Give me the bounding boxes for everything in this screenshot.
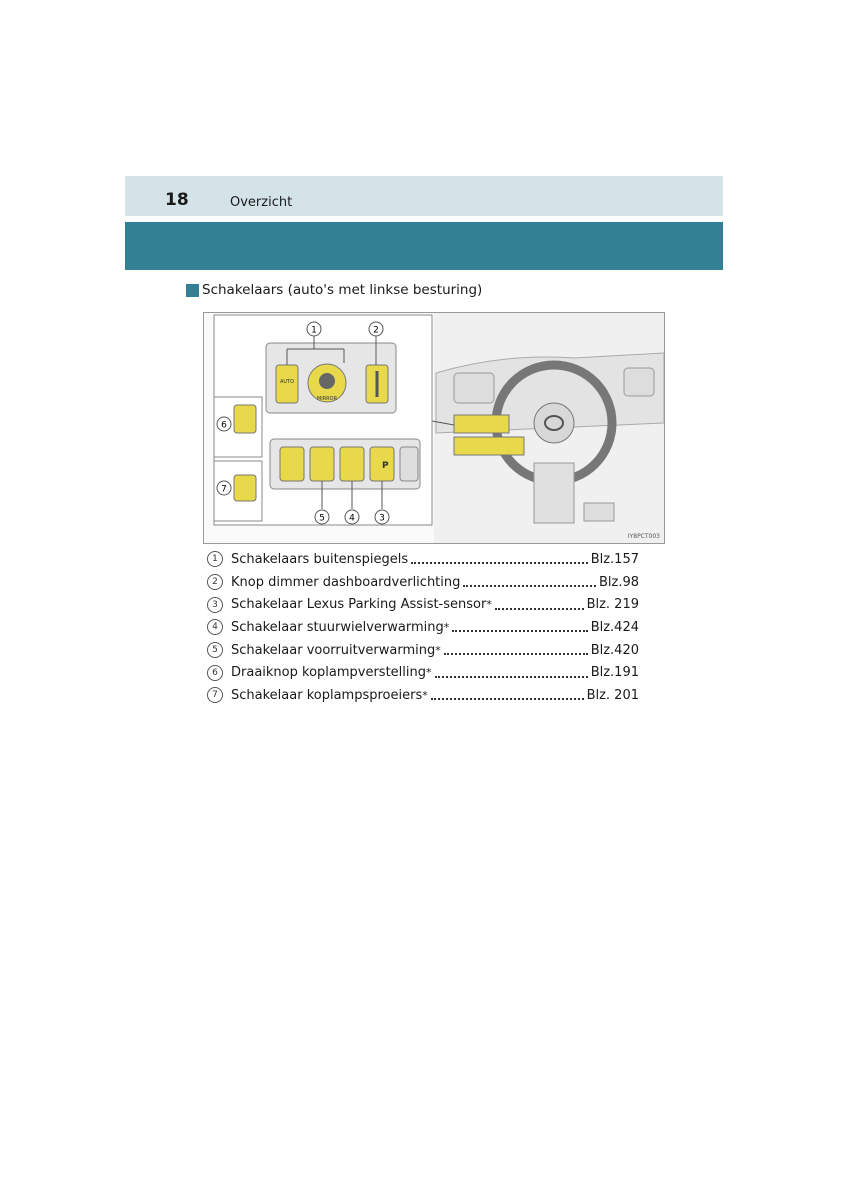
dashboard-illustration [203, 312, 665, 544]
callout-2 [369, 322, 383, 336]
list-item: 1 Schakelaars buitenspiegels Blz.157 [207, 548, 639, 571]
svg-text:AUTO: AUTO [279, 379, 295, 385]
svg-text:3: 3 [379, 513, 385, 524]
list-item: 4 Schakelaar stuurwielverwarming * Blz.424 [207, 616, 639, 639]
svg-text:6: 6 [221, 420, 227, 431]
item-label: Schakelaar stuurwielverwarming [231, 619, 444, 635]
callout-4 [345, 510, 359, 524]
svg-text:5: 5 [319, 513, 325, 524]
header-bar [125, 176, 723, 216]
section-heading [186, 282, 482, 298]
item-label: Schakelaar Lexus Parking Assist-sensor [231, 597, 487, 613]
item-page: Blz.157 [590, 551, 639, 567]
callout-6 [217, 417, 231, 431]
list-item: 5 Schakelaar voorruitverwarming * Blz.420 [207, 639, 639, 662]
page-number: 18 [165, 190, 189, 210]
list-item: 3 Schakelaar Lexus Parking Assist-sensor * Blz. 219 [207, 593, 639, 616]
item-label: Schakelaar koplampsproeiers [231, 687, 423, 703]
section-title: Schakelaars (auto's met linkse besturing) [202, 282, 483, 298]
list-item: 7 Schakelaar koplampsproeiers * Blz. 201 [207, 684, 639, 707]
callout-3 [375, 510, 389, 524]
svg-text:MIRROR: MIRROR [316, 396, 338, 402]
svg-text:4: 4 [349, 513, 355, 524]
item-page: Blz.420 [590, 642, 639, 658]
item-label: Knop dimmer dashboardverlichting [231, 574, 461, 590]
item-page: Blz.424 [590, 619, 639, 635]
header-title: Overzicht [230, 195, 293, 210]
switch-list [207, 548, 639, 707]
list-item: 2 Knop dimmer dashboardverlichting Blz.98 [207, 571, 639, 594]
svg-text:1: 1 [311, 325, 317, 336]
svg-text:2: 2 [373, 325, 379, 336]
item-label: Draaiknop koplampverstelling [231, 665, 426, 681]
item-label: Schakelaars buitenspiegels [231, 551, 409, 567]
item-page: Blz. 219 [586, 597, 639, 613]
svg-text:7: 7 [221, 484, 227, 495]
callout-1 [307, 322, 321, 336]
item-page: Blz.98 [598, 574, 639, 590]
callout-5 [315, 510, 329, 524]
list-item: 6 Draaiknop koplampverstelling * Blz.191 [207, 661, 639, 684]
item-label: Schakelaar voorruitverwarming [231, 642, 436, 658]
figure-code: IY8PCT003 [627, 533, 660, 540]
header-band [125, 222, 723, 270]
item-page: Blz. 201 [586, 687, 639, 703]
item-page: Blz.191 [590, 665, 639, 681]
svg-text:P: P [382, 461, 389, 471]
callout-7 [217, 481, 231, 495]
section-marker-icon [186, 284, 199, 297]
